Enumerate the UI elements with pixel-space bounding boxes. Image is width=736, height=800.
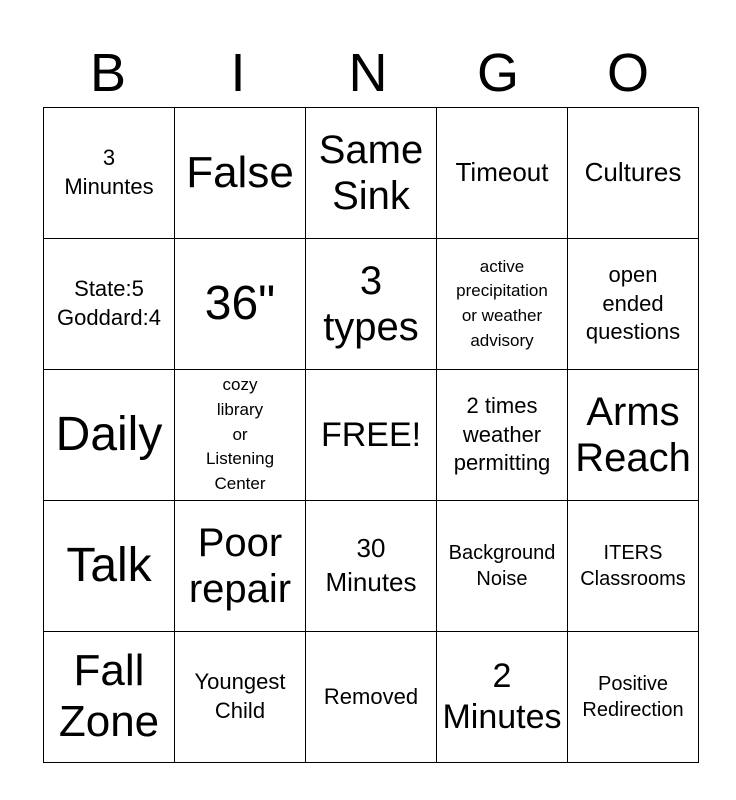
bingo-row [44, 370, 699, 501]
bingo-cell[interactable] [306, 108, 437, 239]
cell-text: Cultures [584, 157, 682, 188]
cell-text: Positive Redirection [582, 673, 684, 721]
cell-text: cozy library or Listening Center [205, 375, 275, 493]
bingo-cell[interactable] [437, 501, 568, 632]
bingo-cell[interactable] [175, 370, 306, 501]
cell-text: Daily [55, 408, 163, 462]
bingo-cell[interactable] [568, 501, 699, 632]
bingo-card [43, 107, 699, 763]
bingo-cell[interactable] [44, 501, 175, 632]
cell-text: 3 Minuntes [64, 145, 154, 199]
cell-text: Fall Zone [58, 646, 160, 746]
bingo-cell[interactable] [175, 501, 306, 632]
bingo-cell[interactable] [437, 370, 568, 501]
bingo-cell free-space[interactable] [306, 370, 437, 501]
bingo-cell[interactable] [306, 239, 437, 370]
bingo-header [43, 40, 693, 106]
cell-text: State:5 Goddard:4 [57, 276, 161, 330]
bingo-cell[interactable] [44, 239, 175, 370]
cell-text: False [186, 147, 294, 197]
bingo-cell[interactable] [437, 239, 568, 370]
bingo-cell[interactable] [44, 632, 175, 763]
bingo-row [44, 501, 699, 632]
bingo-cell[interactable] [175, 239, 306, 370]
bingo-row [44, 632, 699, 763]
cell-text: 30 Minutes [325, 533, 417, 597]
cell-text: Same Sink [318, 128, 424, 218]
cell-text: 2 Minutes [442, 657, 562, 736]
bingo-cell[interactable] [44, 108, 175, 239]
header-letter-o: O [606, 43, 649, 103]
bingo-cell[interactable] [568, 370, 699, 501]
bingo-cell[interactable] [306, 632, 437, 763]
header-letter-i: I [230, 43, 246, 103]
cell-text: Arms Reach [575, 390, 691, 480]
bingo-row [44, 239, 699, 370]
cell-text: active precipitation or weather advisory [456, 256, 548, 350]
bingo-cell[interactable] [44, 370, 175, 501]
bingo-cell[interactable] [175, 632, 306, 763]
cell-text: ITERS Classrooms [580, 542, 686, 590]
cell-text: 2 times weather permitting [453, 393, 551, 476]
cell-text: 36" [204, 277, 276, 331]
bingo-cell[interactable] [568, 632, 699, 763]
header-letter-n: N [348, 43, 388, 103]
bingo-cell[interactable] [306, 501, 437, 632]
cell-text: Background Noise [448, 542, 556, 590]
bingo-cell[interactable] [437, 632, 568, 763]
cell-text: Poor repair [188, 521, 292, 611]
bingo-cell[interactable] [568, 239, 699, 370]
bingo-cell[interactable] [175, 108, 306, 239]
cell-text: Removed [323, 683, 419, 709]
bingo-cell[interactable] [437, 108, 568, 239]
cell-text: Timeout [455, 157, 549, 188]
bingo-row [44, 108, 699, 239]
cell-text: 3 types [323, 259, 419, 349]
free-space-text: FREE! [320, 415, 422, 454]
header-letter-g: G [476, 43, 519, 103]
bingo-cell[interactable] [568, 108, 699, 239]
cell-text: Youngest Child [194, 669, 286, 723]
cell-text: Talk [66, 539, 152, 593]
cell-text: open ended questions [585, 262, 681, 345]
header-letter-b: B [89, 43, 127, 103]
